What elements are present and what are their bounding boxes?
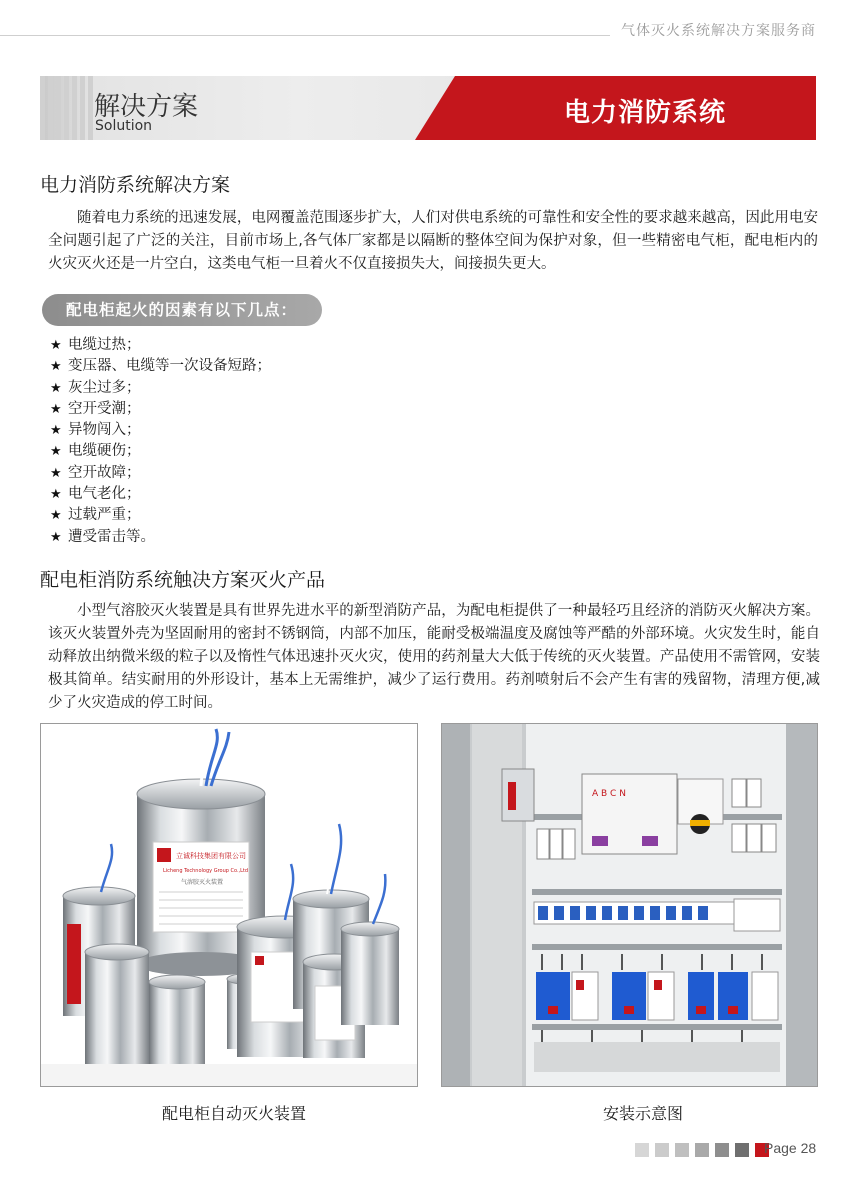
canister-subtitle: 气溶胶灭火装置	[181, 879, 224, 886]
factor-item	[50, 463, 271, 484]
page-label: Page	[764, 1140, 797, 1156]
banner-stripes	[40, 76, 96, 140]
star-icon: ★	[50, 465, 62, 481]
factor-text: 电缆硬伤；	[68, 443, 141, 460]
footer-square	[715, 1143, 729, 1157]
header-divider	[0, 35, 610, 36]
factor-item	[50, 356, 271, 377]
installation-photo	[441, 723, 818, 1087]
factor-text: 变压器、电缆等一次设备短路；	[68, 358, 271, 375]
factor-item	[50, 399, 271, 420]
star-icon: ★	[50, 487, 62, 503]
canister-label-en: Licheng Technology Group Co.,Ltd	[163, 868, 249, 874]
footer-square	[635, 1143, 649, 1157]
factor-item	[50, 420, 271, 441]
left-figure-caption: 配电柜自动灭火装置	[162, 1104, 307, 1123]
footer-square	[655, 1143, 669, 1157]
factor-item	[50, 378, 271, 399]
factor-item	[50, 505, 271, 526]
right-figure-caption: 安装示意图	[603, 1104, 684, 1123]
page-number	[764, 1140, 816, 1156]
factor-text: 空开故障；	[68, 464, 141, 481]
canister-label-text: 立诚科技集团有限公司	[176, 852, 246, 860]
star-icon: ★	[50, 338, 62, 353]
star-icon: ★	[50, 444, 62, 460]
star-icon: ★	[50, 359, 62, 375]
cabinet-illustration	[442, 724, 817, 1086]
product-photo	[40, 723, 418, 1087]
factor-text: 遭受雷击等。	[68, 528, 155, 545]
factors-pill-label: 配电柜起火的因素有以下几点：	[42, 294, 322, 326]
star-icon: ★	[50, 423, 62, 439]
section2-paragraph: 小型气溶胶灭火装置是具有世界先进水平的新型消防产品，为配电柜提供了一种最轻巧且经济的消防灭火解决方案。该灭火装置外壳为坚固耐用的密封不锈钢筒，内部不加压，能耐受极端温度及腐蚀等严酷的外部环境。火灾发生时，能自动释放出纳微米级的粒子以及惰性气体迅速扑灭火灾，使用的药剂量大大低于传统的灭火装置。产品使用不需管网，安装极其简单。结实耐用的外形设计，基本上无需维护，减少了运行费用。药剂喷射后不会产生有害的残留物，清理方便,减少了火灾造成的停工时间。	[48, 603, 820, 711]
factor-text: 空开受潮；	[68, 400, 141, 417]
section2-heading: 配电柜消防系统触决方案灭火产品	[40, 569, 326, 591]
header-tagline: 气体灭火系统解决方案服务商	[621, 23, 816, 39]
canister-illustration	[41, 724, 417, 1086]
factor-text: 灰尘过多；	[68, 379, 141, 396]
star-icon: ★	[50, 508, 62, 524]
banner-right-title: 电力消防系统	[563, 98, 726, 128]
banner-subtitle: Solution	[95, 118, 153, 134]
cabinet-abcn-label: A B C N	[592, 789, 626, 799]
factor-item	[50, 527, 271, 548]
footer-square	[735, 1143, 749, 1157]
factor-item	[50, 484, 271, 505]
section1-paragraph: 随着电力系统的迅速发展，电网覆盖范围逐步扩大，人们对供电系统的可靠性和安全性的要求越来越高，因此用电安全问题引起了广泛的关注，目前市场上,各气体厂家都是以隔断的整体空间为保护对象，但一些精密电气柜，配电柜内的火灾灭火还是一片空白，这类电气柜一旦着火不仅直接损失大，间接损失更大。	[48, 210, 818, 272]
star-icon: ★	[50, 401, 62, 417]
footer-square	[675, 1143, 689, 1157]
footer-color-squares	[635, 1143, 769, 1157]
factor-text: 电缆过热；	[68, 337, 141, 353]
factor-list	[50, 335, 271, 548]
section1-heading: 电力消防系统解决方案	[40, 174, 231, 196]
footer-square	[695, 1143, 709, 1157]
star-icon: ★	[50, 529, 62, 545]
section-banner	[40, 76, 816, 140]
star-icon: ★	[50, 380, 62, 396]
banner-title: 解决方案	[94, 92, 199, 122]
factor-text: 过载严重；	[68, 507, 141, 524]
page-number-value: 28	[800, 1140, 817, 1156]
factor-item	[50, 335, 271, 356]
factor-text: 电气老化；	[68, 486, 141, 503]
factor-item	[50, 441, 271, 462]
factor-text: 异物闯入；	[68, 422, 141, 439]
